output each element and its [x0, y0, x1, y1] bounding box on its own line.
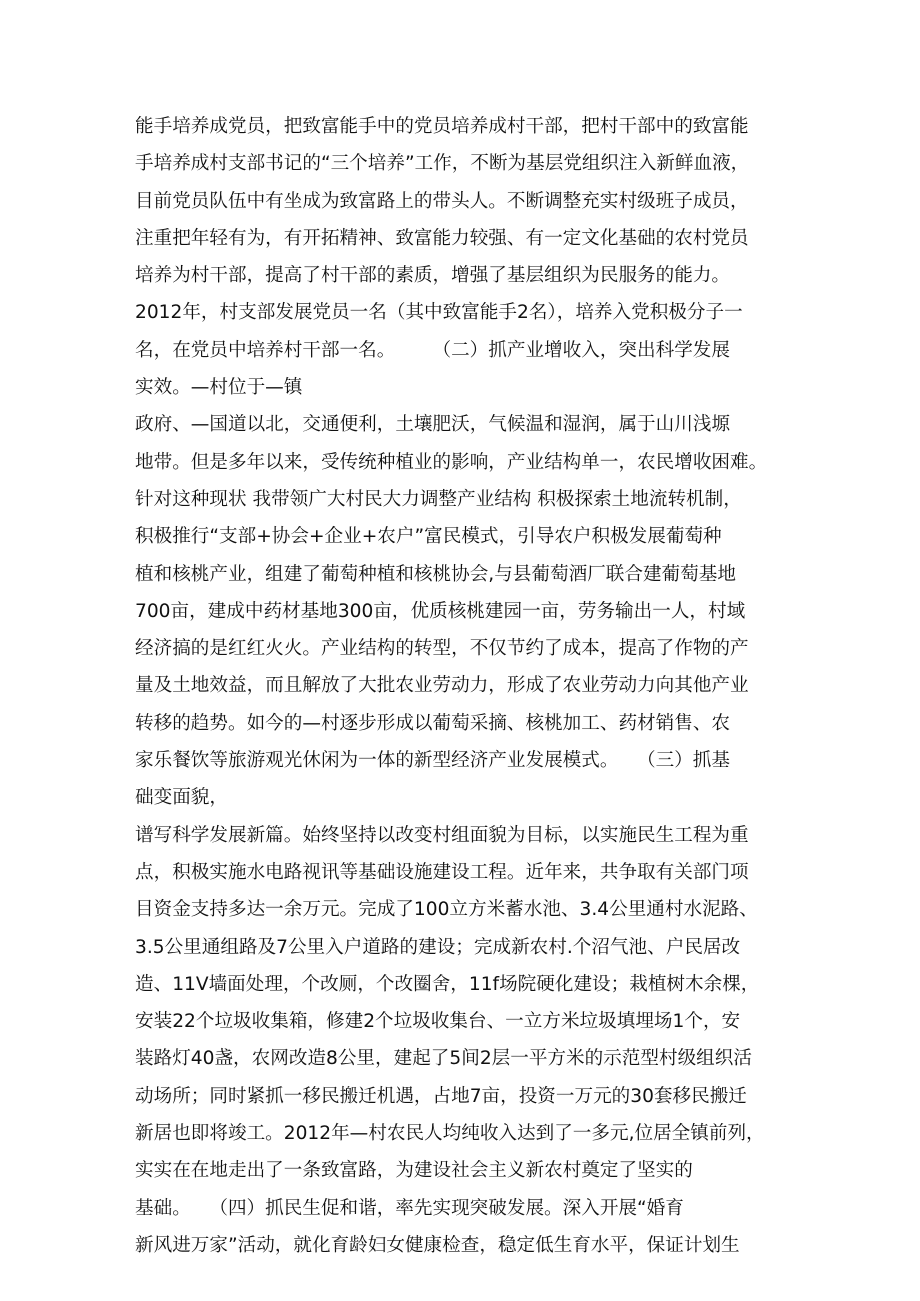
text-line: 政府、—国道以北，交通便利，土壤肥沃，气候温和湿润，属于山川浅塬: [135, 414, 731, 436]
text-line: 培养为村干部，提高了村干部的素质，增强了基层组织为民服务的能力。: [135, 265, 731, 287]
text-line: 造、11V墙面处理，个改厕，个改圈舍，11f场院硬化建设；栽植树木余棵，: [135, 973, 760, 995]
text-line: 础变面貌，: [135, 787, 228, 809]
text-line: 针对这种现状 我带领广大村民大力调整产业结构 积极探索土地流转机制，: [135, 488, 742, 510]
text-line: 植和核桃产业，组建了葡萄种植和核桃协会,与县葡萄酒厂联合建葡萄基地: [135, 563, 736, 585]
text-line: 地带。但是多年以来，受传统种植业的影响，产业结构单一，农民增收困难。: [135, 451, 768, 473]
text-line: 目前党员队伍中有坐成为致富路上的带头人。不断调整充实村级班子成员，: [135, 190, 749, 212]
body-text: [135, 108, 795, 1264]
text-line: 经济搞的是红红火火。产业结构的转型，不仅节约了成本，提高了作物的产: [135, 638, 749, 660]
text-line: 手培养成村支部书记的“三个培养”工作，不断为基层党组织注入新鲜血液，: [135, 153, 750, 175]
text-line: 转移的趋势。如今的—村逐步形成以葡萄采摘、核桃加工、药材销售、农: [135, 712, 731, 734]
text-line: 注重把年轻有为，有开拓精神、致富能力较强、有一定文化基础的农村党员: [135, 227, 749, 249]
text-line: 目资金支持多达一余万元。完成了100立方米蓄水池、3.4公里通村水泥路、: [135, 899, 758, 921]
text-line: 装路灯40盏，农网改造8公里，建起了5间2层一平方米的示范型村级组织活: [135, 1048, 752, 1070]
text-line: 安装22个垃圾收集箱，修建2个垃圾收集台、一立方米垃圾填埋场1个，安: [135, 1011, 741, 1033]
text-line: 新风进万家”活动，就化育龄妇女健康检查，稳定低生育水平，保证计划生: [135, 1234, 740, 1256]
text-line: 能手培养成党员，把致富能手中的党员培养成村干部，把村干部中的致富能: [135, 116, 749, 137]
text-line: 新居也即将竣工。2012年—村农民人均纯收入达到了一多元,位居全镇前列，: [135, 1123, 765, 1145]
text-line: 点，积极实施水电路视讯等基础设施建设工程。近年来，共争取有关部门项: [135, 861, 749, 883]
text-line: 动场所；同时紧抓一移民搬迁机遇，占地7亩，投资一万元的30套移民搬迁: [135, 1085, 747, 1107]
text-line: 量及土地效益，而且解放了大批农业劳动力，形成了农业劳动力向其他产业: [135, 675, 749, 697]
text-line: 实实在在地走出了一条致富路，为建设社会主义新农村奠定了坚实的: [135, 1160, 693, 1182]
text-line: 积极推行“支部+协会+企业+农户”富民模式，引导农户积极发展葡萄种: [135, 526, 722, 548]
text-line: 谱写科学发展新篇。始终坚持以改变村组面貌为目标，以实施民生工程为重: [135, 824, 749, 846]
text-line: 700亩，建成中药材基地300亩，优质核桃建园一亩，劳务输出一人，村域: [135, 600, 746, 622]
text-line: 实效。—村位于—镇: [135, 377, 303, 399]
text-line: 3.5公里通组路及7公里入户道路的建设；完成新农村.个沼气池、户民居改: [135, 936, 741, 958]
text-line: 基础。 （四）抓民生促和谐，率先实现突破发展。深入开展“婚育: [135, 1197, 684, 1219]
text-line: 2012年，村支部发展党员一名（其中致富能手2名），培养入党积极分子一: [135, 302, 743, 324]
text-line: 家乐餐饮等旅游观光休闲为一体的新型经济产业发展模式。 （三）抓基: [135, 750, 730, 772]
text-line: 名，在党员中培养村干部一名。 （二）抓产业增收入，突出科学发展: [135, 339, 730, 361]
